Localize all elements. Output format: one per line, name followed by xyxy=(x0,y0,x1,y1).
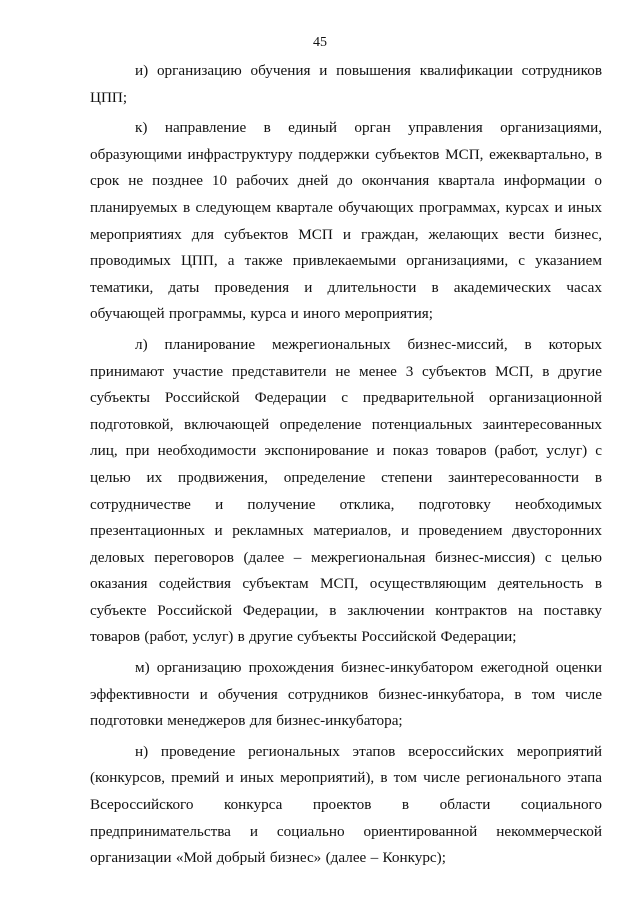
paragraph-n: н) проведение региональных этапов всероссийских мероприятий (конкурсов, премий и иных мероприятий), в том числе регионального этапа Всероссийского конкурса проектов в области социального предпринимательства и социально ориентированной некоммерческой организации «Мой добрый бизнес» (далее – Конкурс); xyxy=(90,742,602,867)
paragraph-i: и) организацию обучения и повышения квалификации сотрудников ЦПП; xyxy=(90,62,602,106)
paragraph-m: м) организацию прохождения бизнес-инкубатором ежегодной оценки эффективности и обучения сотрудников бизнес-инкубатора, в том числе подготовки менеджеров для бизнес-инкубатора; xyxy=(90,659,602,730)
paragraph-k: к) направление в единый орган управления организациями, образующими инфраструктуру поддержки субъектов МСП, ежеквартально, в срок не позднее 10 рабочих дней до окончания квартала информации о планируемых в следующем квартале обучающих программах, курсах и иных мероприятиях для субъектов МСП и граждан, желающих вести бизнес, проводимых ЦПП, а также привлекаемыми организациями, с указанием тематики, даты проведения и длительности в академических часах обучающей программы, курса и иного мероприятия; xyxy=(90,119,602,323)
page-number: 45 xyxy=(313,35,327,50)
document-body xyxy=(90,58,602,872)
paragraph-l: л) планирование межрегиональных бизнес-миссий, в которых принимают участие представители не менее 3 субъектов МСП, в другие субъекты Российской Федерации с предварительной организационной подготовкой, включающей определение потенциальных заинтересованных лиц, при необходимости экспонирование и показ товаров (работ, услуг) с целью их продвижения, определение степени заинтересованности в сотрудничестве и получение отклика, подготовку необходимых презентационных и рекламных материалов, и проведением двусторонних деловых переговоров (далее – межрегиональная бизнес-миссия) с целью оказания содействия субъектам МСП, осуществляющим деятельность в субъекте Российской Федерации, в заключении контрактов на поставку товаров (работ, услуг) в другие субъекты Российской Федерации; xyxy=(90,335,602,646)
